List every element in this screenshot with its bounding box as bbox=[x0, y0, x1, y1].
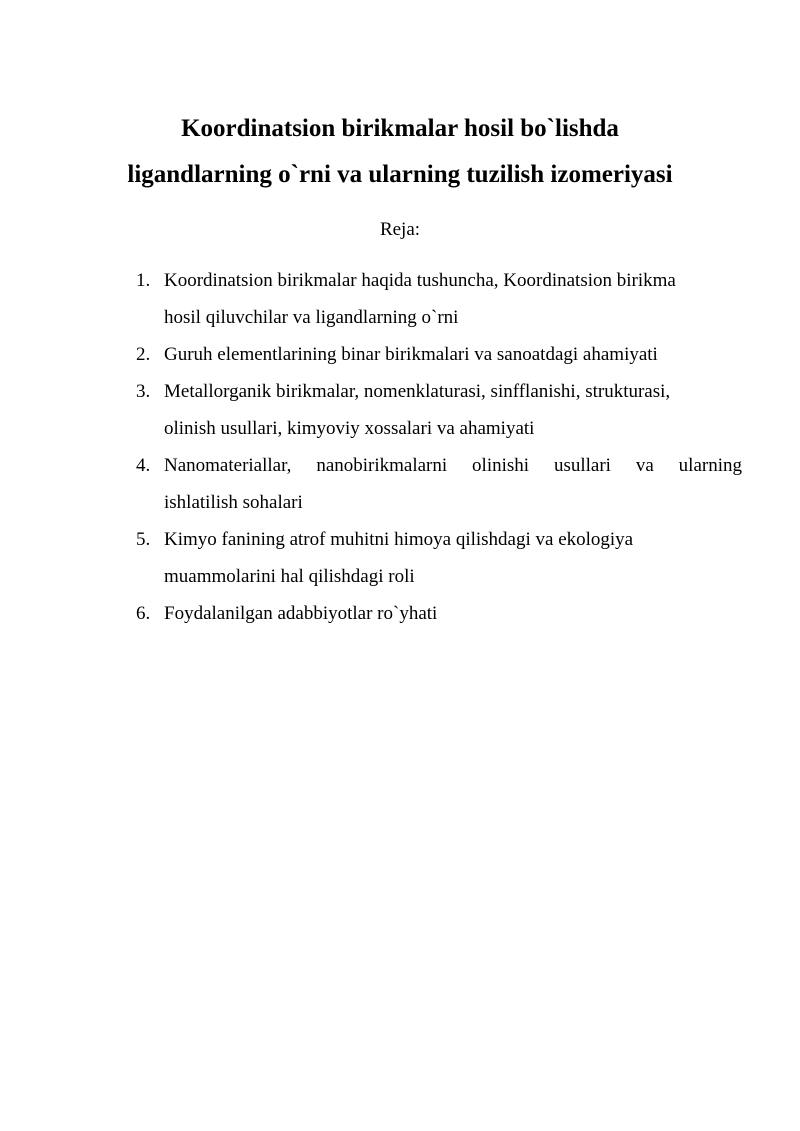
plan-item-text-line-1: Foydalanilgan adabbiyotlar ro`yhati bbox=[164, 603, 438, 624]
plan-item-text-line-1: Guruh elementlarining binar birikmalari va sanoatdagi ahamiyati bbox=[164, 344, 658, 365]
plan-item-2 bbox=[136, 336, 742, 373]
plan-item-number: 3. bbox=[136, 381, 151, 402]
plan-item-text-line-2: ishlatilish sohalari bbox=[164, 492, 303, 513]
plan-item-4 bbox=[136, 447, 742, 521]
plan-item-text-line-2: olinish usullari, kimyoviy xossalari va ahamiyati bbox=[164, 418, 535, 439]
plan-item-text-line-2: hosil qiluvchilar va ligandlarning o`rni bbox=[164, 307, 459, 328]
plan-heading: Reja: bbox=[379, 219, 421, 240]
plan-item-text-line-2: muammolarini hal qilishdagi roli bbox=[164, 566, 415, 587]
plan-item-number: 6. bbox=[136, 603, 151, 624]
plan-item-text-line-1: Kimyo fanining atrof muhitni himoya qilishdagi va ekologiya bbox=[164, 529, 634, 550]
plan-item-text-line-1: Nanomateriallar, nanobirikmalarni olinishi usullari va ularning bbox=[164, 455, 742, 476]
plan-item-number: 5. bbox=[136, 529, 151, 550]
plan-item-1 bbox=[136, 262, 742, 336]
plan-list bbox=[136, 262, 742, 632]
plan-item-5 bbox=[136, 521, 742, 595]
plan-item-3 bbox=[136, 373, 742, 447]
plan-item-number: 4. bbox=[136, 455, 151, 476]
plan-item-number: 1. bbox=[136, 270, 151, 291]
plan-item-6 bbox=[136, 595, 742, 632]
plan-item-text-line-1: Koordinatsion birikmalar haqida tushuncha, Koordinatsion birikma bbox=[164, 270, 676, 291]
plan-item-text-line-1: Metallorganik birikmalar, nomenklaturasi, sinfflanishi, strukturasi, bbox=[164, 381, 671, 402]
document-title-line-1: Koordinatsion birikmalar hosil bo`lishda bbox=[181, 115, 619, 142]
plan-item-number: 2. bbox=[136, 344, 151, 365]
document-title-line-2: ligandlarning o`rni va ularning tuzilish izomeriyasi bbox=[127, 161, 673, 188]
